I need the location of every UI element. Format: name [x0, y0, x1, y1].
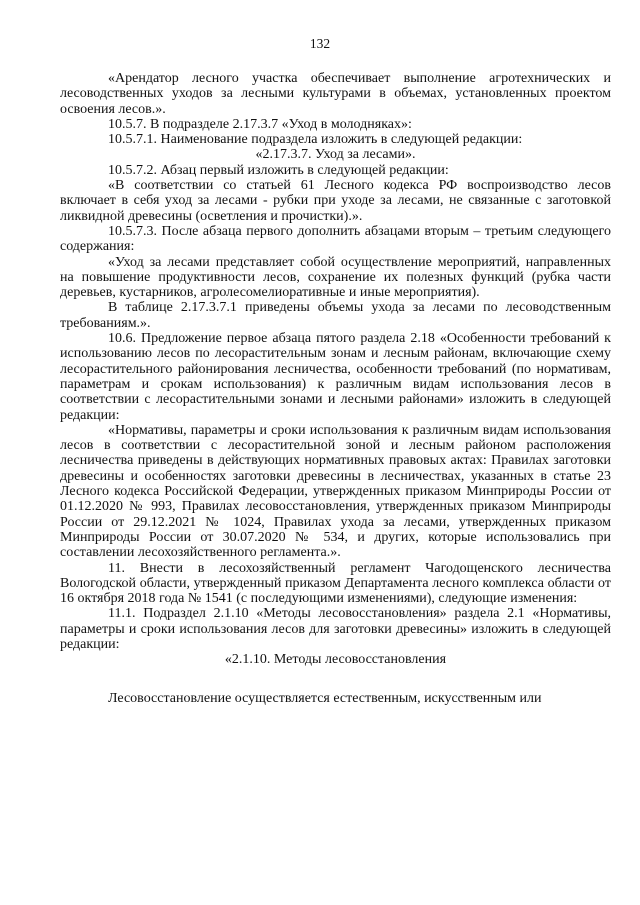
paragraph-table-reference: В таблице 2.17.3.7.1 приведены объемы ухода за лесами по лесоводственным требованиям.». [60, 300, 611, 331]
subsection-title-2-1-10: «2.1.10. Методы лесовосстановления [224, 652, 447, 668]
paragraph-10-6: 10.6. Предложение первое абзаца пятого раздела 2.18 «Особенности требований к использованию лесов по лесорастительным зонам и лесным районам, включающие схему лесорастительного районирования лесничества, особенности требований (по нормативам, параметрам и срокам использования) к различным видам использования лесов в соответствии с лесорастительными зонами и лесными районами» изложить в следующей редакции: [60, 331, 611, 423]
paragraph-10-5-7-2: 10.5.7.2. Абзац первый изложить в следующей редакции: [108, 162, 449, 178]
subsection-title-2-17-3-7: «2.17.3.7. Уход за лесами». [255, 147, 416, 163]
paragraph-10-5-7: 10.5.7. В подразделе 2.17.3.7 «Уход в молодняках»: [108, 116, 412, 132]
paragraph-article-61-quote: «В соответствии со статьей 61 Лесного кодекса РФ воспроизводство лесов включает в себя уход за лесами - рубки при уходе за лесами, не связанные с заготовкой ликвидной древесины (осветления и прочистки).». [60, 178, 611, 224]
paragraph-11-1: 11.1. Подраздел 2.1.10 «Методы лесовосстановления» раздела 2.1 «Нормативы, параметры и сроки использования лесов для заготовки древесины» изложить в следующей редакции: [60, 606, 611, 652]
page-number: 132 [309, 36, 331, 51]
paragraph-forest-care-quote: «Уход за лесами представляет собой осуществление мероприятий, направленных на повышение продуктивности лесов, сохранение их полезных функций (рубка части деревьев, кустарников, агролесомелиоративные и иные мероприятия). [60, 254, 611, 301]
document-body [60, 71, 611, 706]
paragraph-10-5-7-3: 10.5.7.3. После абзаца первого дополнить абзацами вторым – третьим следующего содержания: [60, 223, 611, 255]
paragraph-lease-holder-quote: «Арендатор лесного участка обеспечивает выполнение агротехнических и лесоводственных уходов за лесными культурами в объемах, установленных проектом освоения лесов.». [60, 71, 611, 117]
paragraph-reforestation-methods: Лесовосстановление осуществляется естественным, искусственным или [108, 690, 542, 706]
paragraph-11: 11. Внести в лесохозяйственный регламент Чагодощенского лесничества Вологодской области, утвержденный приказом Департамента лесного комплекса области от 16 октября 2018 года № 1541 (с последующими изменениями), следующие изменения: [60, 560, 611, 607]
paragraph-10-5-7-1: 10.5.7.1. Наименование подраздела изложить в следующей редакции: [108, 132, 523, 148]
paragraph-norms-quote: «Нормативы, параметры и сроки использования к различным видам использования лесов в соответствии с лесорастительной зоной и лесным районом расположения лесничества приведены в действующих нормативных правовых актах: Правилах заготовки древесины и особенностях заготовки древесины в лесничествах, указанных в статье 23 Лесного кодекса Российской Федерации, утвержденных приказом Минприроды России от 01.12.2020 № 993, Правилах лесовосстановления, утвержденных приказом Минприроды России от 29.12.2021 № 1024, Правилах ухода за лесами, утвержденных приказом Минприроды России от 30.07.2020 № 534, и других, которые использовались при составлении лесохозяйственного регламента.». [60, 422, 611, 561]
